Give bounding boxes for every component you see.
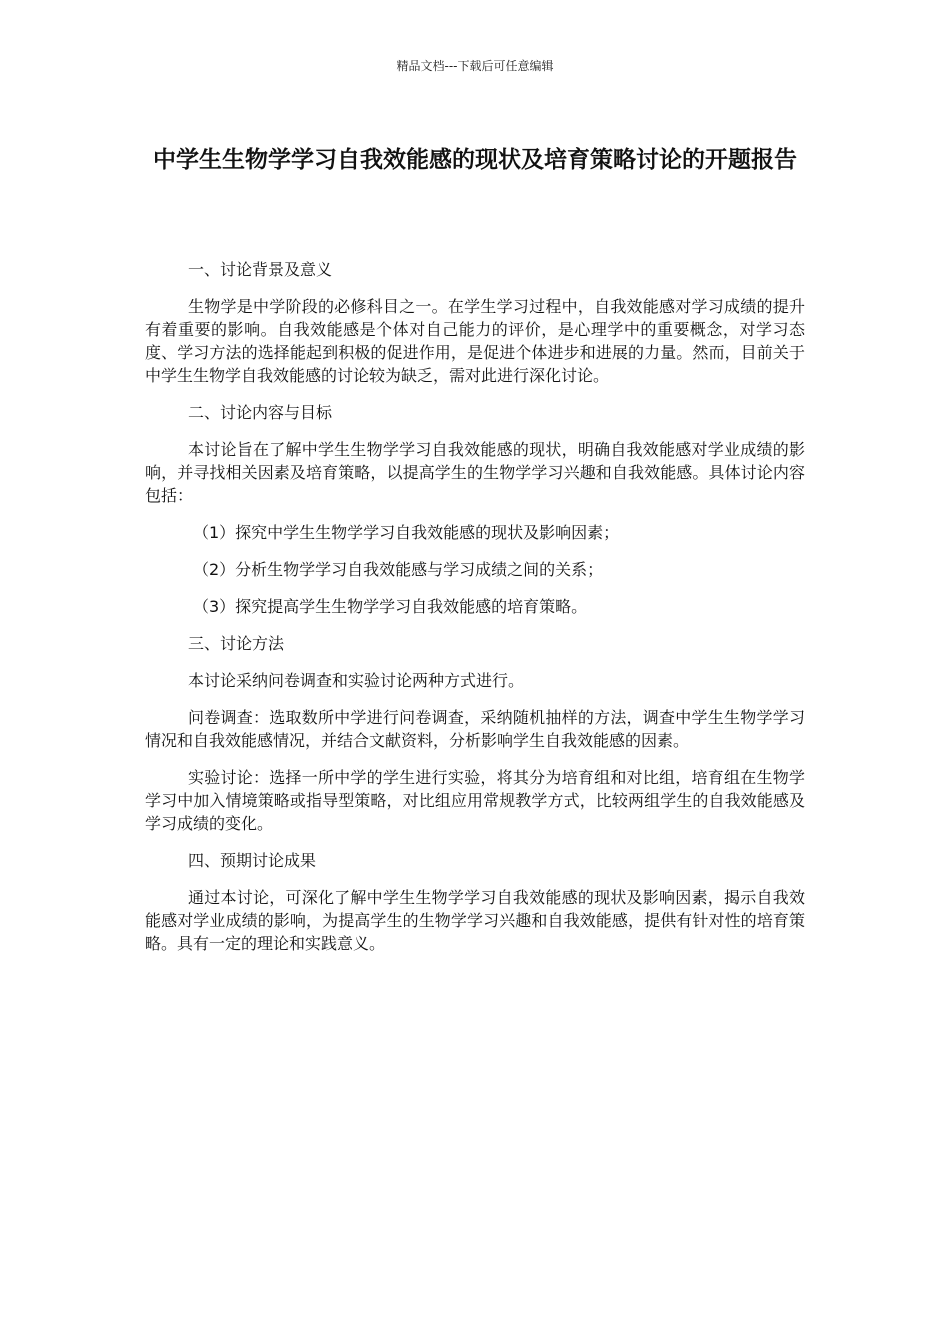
header-note: 精品文档---下载后可任意编辑 xyxy=(396,59,554,73)
list-item: （3）探究提高学生生物学学习自我效能感的培育策略。 xyxy=(193,597,588,616)
section-heading-background: 一、讨论背景及意义 xyxy=(188,260,333,279)
paragraph-experiment: 实验讨论：选择一所中学的学生进行实验，将其分为培育组和对比组，培育组在生物学学习中加入情境策略或指导型策略，对比组应用常规教学方式，比较两组学生的自我效能感及学习成绩的变化。 xyxy=(145,768,805,833)
list-item: （2）分析生物学学习自我效能感与学习成绩之间的关系； xyxy=(193,560,604,579)
page-title: 中学生生物学学习自我效能感的现状及培育策略讨论的开题报告 xyxy=(153,147,797,173)
paragraph-survey: 问卷调查：选取数所中学进行问卷调查，采纳随机抽样的方法，调查中学生生物学学习情况和自我效能感情况，并结合文献资料，分析影响学生自我效能感的因素。 xyxy=(145,708,805,750)
paragraph-methods-intro: 本讨论采纳问卷调查和实验讨论两种方式进行。 xyxy=(188,671,525,690)
paragraph-background: 生物学是中学阶段的必修科目之一。在学生学习过程中，自我效能感对学习成绩的提升有着重要的影响。自我效能感是个体对自己能力的评价，是心理学中的重要概念，对学习态度、学习方法的选择能起到积极的促进作用，是促进个体进步和进展的力量。然而，目前关于中学生生物学自我效能感的讨论较为缺乏，需对此进行深化讨论。 xyxy=(145,297,805,385)
section-heading-content-goals: 二、讨论内容与目标 xyxy=(188,403,333,422)
document-body xyxy=(145,258,805,969)
section-heading-expected-results: 四、预期讨论成果 xyxy=(188,851,317,870)
paragraph-expected-results: 通过本讨论，可深化了解中学生生物学学习自我效能感的现状及影响因素，揭示自我效能感对学业成绩的影响，为提高学生的生物学学习兴趣和自我效能感，提供有针对性的培育策略。具有一定的理论和实践意义。 xyxy=(145,888,805,953)
list-item: （1）探究中学生生物学学习自我效能感的现状及影响因素； xyxy=(193,523,620,542)
section-heading-methods: 三、讨论方法 xyxy=(188,634,285,653)
paragraph-content-goals: 本讨论旨在了解中学生生物学学习自我效能感的现状，明确自我效能感对学业成绩的影响，并寻找相关因素及培育策略，以提高学生的生物学学习兴趣和自我效能感。具体讨论内容包括： xyxy=(145,440,805,505)
